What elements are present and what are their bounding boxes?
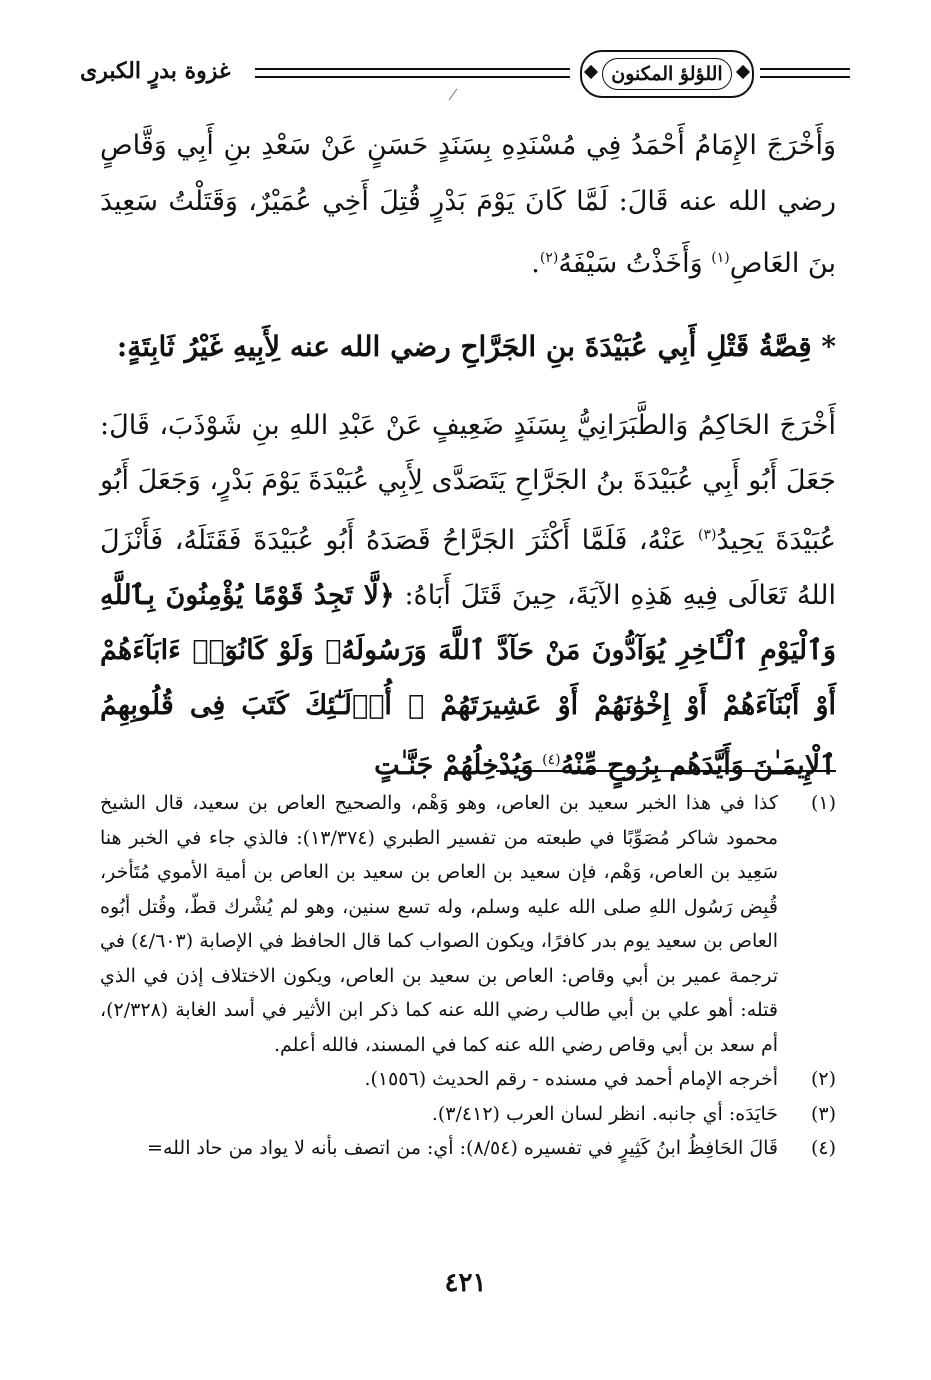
- quran-verse-cont: وَيُدْخِلُهُمْ جَنَّـٰتٍ: [374, 750, 534, 781]
- footnote-separator: [496, 770, 836, 772]
- section-title: غزوة بدرٍ الكبرى: [80, 58, 231, 84]
- page-number: ٤٢١: [444, 1268, 487, 1298]
- footnote-number: (٣): [810, 1102, 836, 1125]
- footnote: [100, 1062, 836, 1097]
- page-header: [80, 50, 850, 100]
- header-rule-right: [760, 68, 850, 78]
- paragraph-2: [100, 398, 836, 793]
- footnote-ref-1[interactable]: (١): [711, 250, 730, 266]
- section-heading: * قِصَّةُ قَتْلِ أَبِي عُبَيْدَةَ بنِ الجَرَّاحِ رضي الله عنه لِأَبِيهِ غَيْرُ ثَابِتَةٍ:: [116, 330, 836, 363]
- footnote-ref-2[interactable]: (٢): [539, 250, 559, 266]
- header-rule-left: [255, 68, 570, 78]
- footnote-number: (١): [810, 792, 836, 814]
- paragraph-2-text: أَخْرَجَ الحَاكِمُ وَالطَّبَرَانِيُّ بِسَنَدٍ ضَعِيفٍ عَنْ عَبْدِ اللهِ بنِ شَوْذَبَ، قَالَ: جَعَلَ أَبُو أَبِي عُبَيْدَةَ بنُ الجَرَّاحِ يَتَصَدَّى لِأَبِي عُبَيْدَةَ يَوْمَ بَدْرٍ، وَجَعَلَ أَبُو عُبَيْدَةَ يَحِيدُ: [100, 410, 836, 556]
- footnote-text: قَالَ الحَافِظُ ابنُ كَثِيرٍ في تفسيره (٨/٥٤): أي: من اتصف بأنه لا يواد من حاد الله=: [147, 1137, 778, 1159]
- book-title: اللؤلؤ المكنون: [602, 58, 732, 90]
- ornament-diamond-icon: [736, 65, 750, 79]
- paragraph-1-end: .: [531, 248, 540, 279]
- paragraph-1-cont: وَأَخَذْتُ سَيْفَهُ: [558, 248, 703, 279]
- footnote-text: أخرجه الإمام أحمد في مسنده - رقم الحديث (١٥٥٦).: [364, 1068, 778, 1090]
- footnote-number: (٤): [810, 1137, 836, 1159]
- footnotes: [100, 786, 836, 1166]
- quran-verse: ﴿لَّا تَجِدُ قَوْمًا يُؤْمِنُونَ بِٱللَّهِ وَٱلْيَوْمِ ٱلْـَٔاخِرِ يُوَآدُّونَ مَنْ حَآدَّ ٱللَّهَ وَرَسُولَهُۥ وَلَوْ كَانُوٓا۟ ءَابَآءَهُمْ أَوْ أَبْنَآءَهُمْ أَوْ إِخْوَٰنَهُمْ أَوْ عَشِيرَتَهُمْ ۚ أُو۟لَـٰٓئِكَ كَتَبَ فِى قُلُوبِهِمُ ٱلْإِيمَـٰنَ وَأَيَّدَهُم بِرُوحٍ مِّنْهُ: [100, 580, 836, 781]
- footnote: [100, 786, 836, 1062]
- footnote-ref-3[interactable]: (٣): [697, 527, 717, 543]
- footnote-text: حَايَدَه: أي جانبه. انظر لسان العرب (٣/٤١٢).: [431, 1102, 778, 1125]
- footnote-ref-4[interactable]: (٤): [542, 752, 561, 768]
- footnote: [100, 1097, 836, 1132]
- book-title-ornament: [580, 50, 754, 98]
- ornament-diamond-icon: [584, 65, 598, 79]
- footnote-number: (٢): [810, 1068, 836, 1090]
- paragraph-2-cont: عَنْهُ، فَلَمَّا أَكْثَرَ الجَرَّاحُ قَصَدَهُ أَبُو عُبَيْدَةَ فَقَتَلَهُ، فَأَنْزَلَ اللهُ تَعَالَى فِيهِ هَذِهِ الآيَةَ، حِينَ قَتَلَ أَبَاهُ:: [100, 525, 836, 611]
- footnote: [100, 1131, 836, 1166]
- footnote-text: كذا في هذا الخبر سعيد بن العاص، وهو وَهْم، والصحيح العاص بن سعيد، قال الشيخ محمود شاكر مُصَوِّبًا في طبعته من تفسير الطبري (١٣/٣٧٤): فالذي جاء في الخبر هنا سَعِيد بن العاص، وَهْم، فإن سعيد بن العاص بن سعيد بن العاص بن أمية الأموي مُتَأخر، قُبِض رَسُول اللهِ صلى الله عليه وسلم، وله تسع سنين، وهو لم يُشْرك قطّ، وقُتل أبُوه العاص بن سعيد يوم بدر كافرًا، ويكون الصواب كما قال الحافظ في الإصابة (٤/٦٠٣) في ترجمة عمير بن أبي وقاص: العاص بن سعيد بن العاص، ويكون الاختلاف إذن في الذي قتله: أهو علي بن أبي طالب رضي الله عنه كما ذكر ابن الأثير في أسد الغابة (٢/٣٢٨)، أم سعد بن أبي وقاص رضي الله عنه كما في المسند، فالله أعلم.: [100, 792, 779, 1056]
- paragraph-1: [100, 118, 836, 292]
- paragraph-1-text: وَأَخْرَجَ الإِمَامُ أَحْمَدُ فِي مُسْنَدِهِ بِسَنَدٍ حَسَنٍ عَنْ سَعْدِ بنِ أَبِي وَقَّاصٍ رضي الله عنه قَالَ: لَمَّا كَانَ يَوْمَ بَدْرٍ قُتِلَ أَخِي عُمَيْرٌ، وَقَتَلْتُ سَعِيدَ بنَ العَاصِ: [100, 130, 836, 279]
